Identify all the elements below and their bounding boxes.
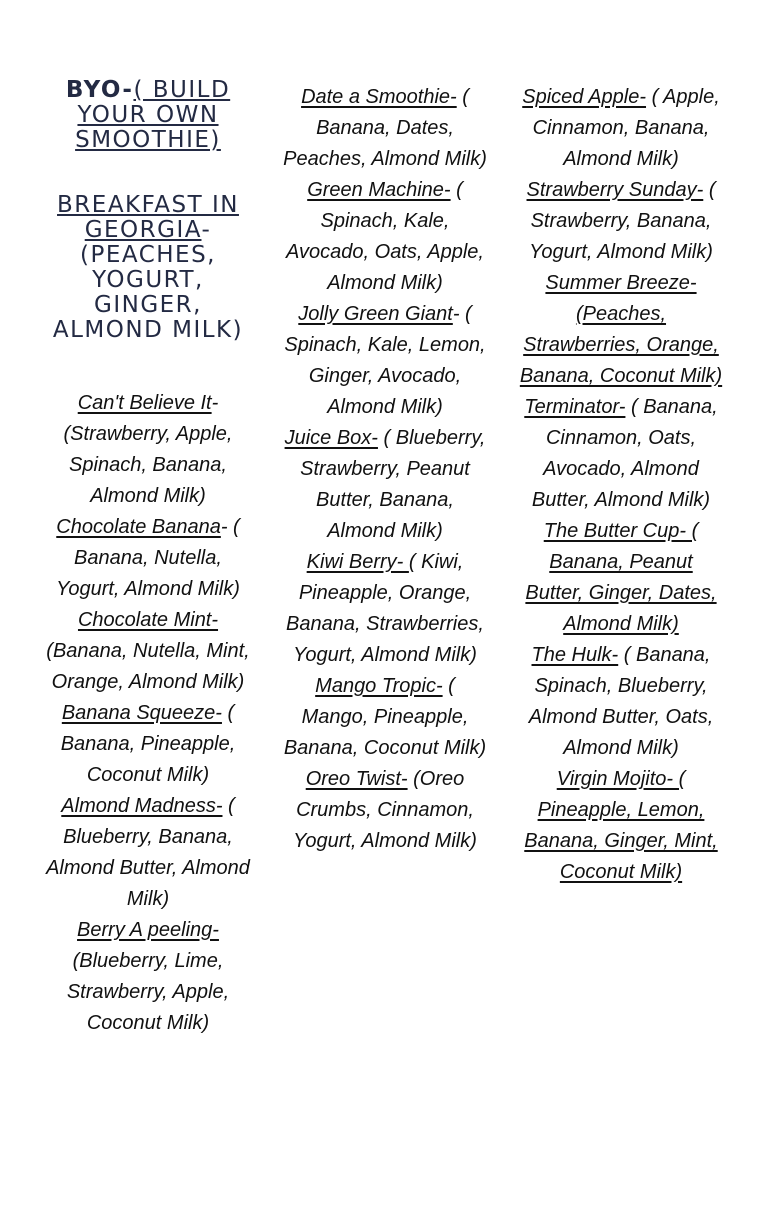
smoothie-name: Can't Believe It — [77, 392, 212, 414]
smoothie-ingredients: (Banana, Nutella, Mint, Orange, Almond Milk) — [46, 640, 250, 693]
smoothie-name: Summer Breeze- (Peaches, Strawberries, Orange, Banana, Coconut Milk) — [519, 272, 723, 387]
smoothie-item — [280, 764, 490, 857]
smoothie-item — [44, 698, 252, 791]
smoothie-ingredients: - (Strawberry, Apple, Spinach, Banana, Almond Milk) — [63, 392, 233, 507]
smoothie-item — [280, 175, 490, 299]
smoothie-name: Banana Squeeze- — [61, 702, 222, 724]
byo-description: ( BUILD YOUR OWN SMOOTHIE) — [75, 77, 231, 153]
smoothie-list-2 — [280, 82, 490, 857]
smoothie-ingredients: ( Blueberry, Strawberry, Peanut Butter, Banana, Almond Milk) — [300, 427, 486, 542]
smoothie-item — [280, 547, 490, 671]
smoothie-item — [280, 82, 490, 175]
smoothie-ingredients: (Blueberry, Lime, Strawberry, Apple, Coconut Milk) — [66, 950, 230, 1034]
smoothie-ingredients: (Oreo Crumbs, Cinnamon, Yogurt, Almond Milk) — [293, 768, 477, 852]
smoothie-name: Terminator- — [524, 396, 626, 418]
smoothie-ingredients: ( Banana, Dates, Peaches, Almond Milk) — [283, 86, 487, 170]
smoothie-name: Oreo Twist- — [305, 768, 408, 790]
smoothie-name: Chocolate Mint- — [77, 609, 219, 631]
menu-column-1 — [44, 78, 252, 1039]
smoothie-name: Chocolate Banana — [56, 516, 221, 538]
breakfast-description: -(PEACHES, YOGURT, GINGER, ALMOND MILK) — [52, 217, 244, 343]
smoothie-ingredients: - ( Banana, Nutella, Yogurt, Almond Milk) — [56, 516, 240, 600]
smoothie-name: Strawberry Sunday- — [526, 179, 704, 201]
smoothie-item — [44, 791, 252, 915]
smoothie-name: Spiced Apple- — [522, 86, 647, 108]
smoothie-item — [518, 82, 724, 175]
smoothie-item — [518, 764, 724, 888]
breakfast-label: BREAKFAST IN GEORGIA — [57, 192, 239, 243]
smoothie-item — [44, 512, 252, 605]
smoothie-item — [518, 175, 724, 268]
smoothie-ingredients: ( Spinach, Kale, Avocado, Oats, Apple, Almond Milk) — [286, 179, 484, 294]
byo-heading — [44, 78, 252, 153]
smoothie-ingredients: ( Banana, Pineapple, Coconut Milk) — [60, 702, 236, 786]
smoothie-name: The Butter Cup- ( Banana, Peanut Butter, Ginger, Dates, Almond Milk) — [525, 520, 717, 635]
smoothie-name: Mango Tropic- — [315, 675, 443, 697]
smoothie-item — [518, 516, 724, 640]
smoothie-list-3 — [518, 82, 724, 888]
smoothie-ingredients: ( Apple, Cinnamon, Banana, Almond Milk) — [532, 86, 720, 170]
smoothie-list-1 — [44, 388, 252, 1039]
smoothie-name: The Hulk- — [531, 644, 619, 666]
smoothie-ingredients: ( Mango, Pineapple, Banana, Coconut Milk) — [283, 675, 487, 759]
smoothie-ingredients: ( Strawberry, Banana, Yogurt, Almond Milk) — [529, 179, 716, 263]
smoothie-name: Berry A peeling- — [77, 919, 219, 941]
smoothie-item — [44, 605, 252, 698]
smoothie-name: Juice Box- — [284, 427, 378, 449]
smoothie-name: Virgin Mojito- ( Pineapple, Lemon, Banana, Ginger, Mint, Coconut Milk) — [524, 768, 718, 883]
smoothie-ingredients: ( Banana, Cinnamon, Oats, Avocado, Almond Butter, Almond Milk) — [531, 396, 718, 511]
smoothie-ingredients: ( Kiwi, Pineapple, Orange, Banana, Strawberries, Yogurt, Almond Milk) — [286, 551, 484, 666]
smoothie-item — [280, 423, 490, 547]
smoothie-item — [44, 388, 252, 512]
smoothie-name: Kiwi Berry- — [306, 551, 409, 573]
smoothie-ingredients: ( Blueberry, Banana, Almond Butter, Almond Milk) — [46, 795, 250, 910]
smoothie-name: Date a Smoothie- — [301, 86, 457, 108]
smoothie-name: Almond Madness- — [61, 795, 223, 817]
smoothie-item — [518, 640, 724, 764]
smoothie-name: Green Machine- — [307, 179, 451, 201]
smoothie-item — [518, 392, 724, 516]
smoothie-item — [280, 671, 490, 764]
smoothie-item — [518, 268, 724, 392]
smoothie-name: Jolly Green Giant — [298, 303, 453, 325]
byo-label: BYO- — [65, 77, 134, 103]
smoothie-item — [44, 915, 252, 1039]
smoothie-ingredients: - ( Spinach, Kale, Lemon, Ginger, Avocado, Almond Milk) — [284, 303, 486, 418]
smoothie-item — [280, 299, 490, 423]
menu-column-2 — [280, 82, 490, 857]
breakfast-heading — [44, 193, 252, 343]
menu-column-3 — [518, 82, 724, 888]
smoothie-ingredients: ( Banana, Spinach, Blueberry, Almond Butter, Oats, Almond Milk) — [528, 644, 714, 759]
